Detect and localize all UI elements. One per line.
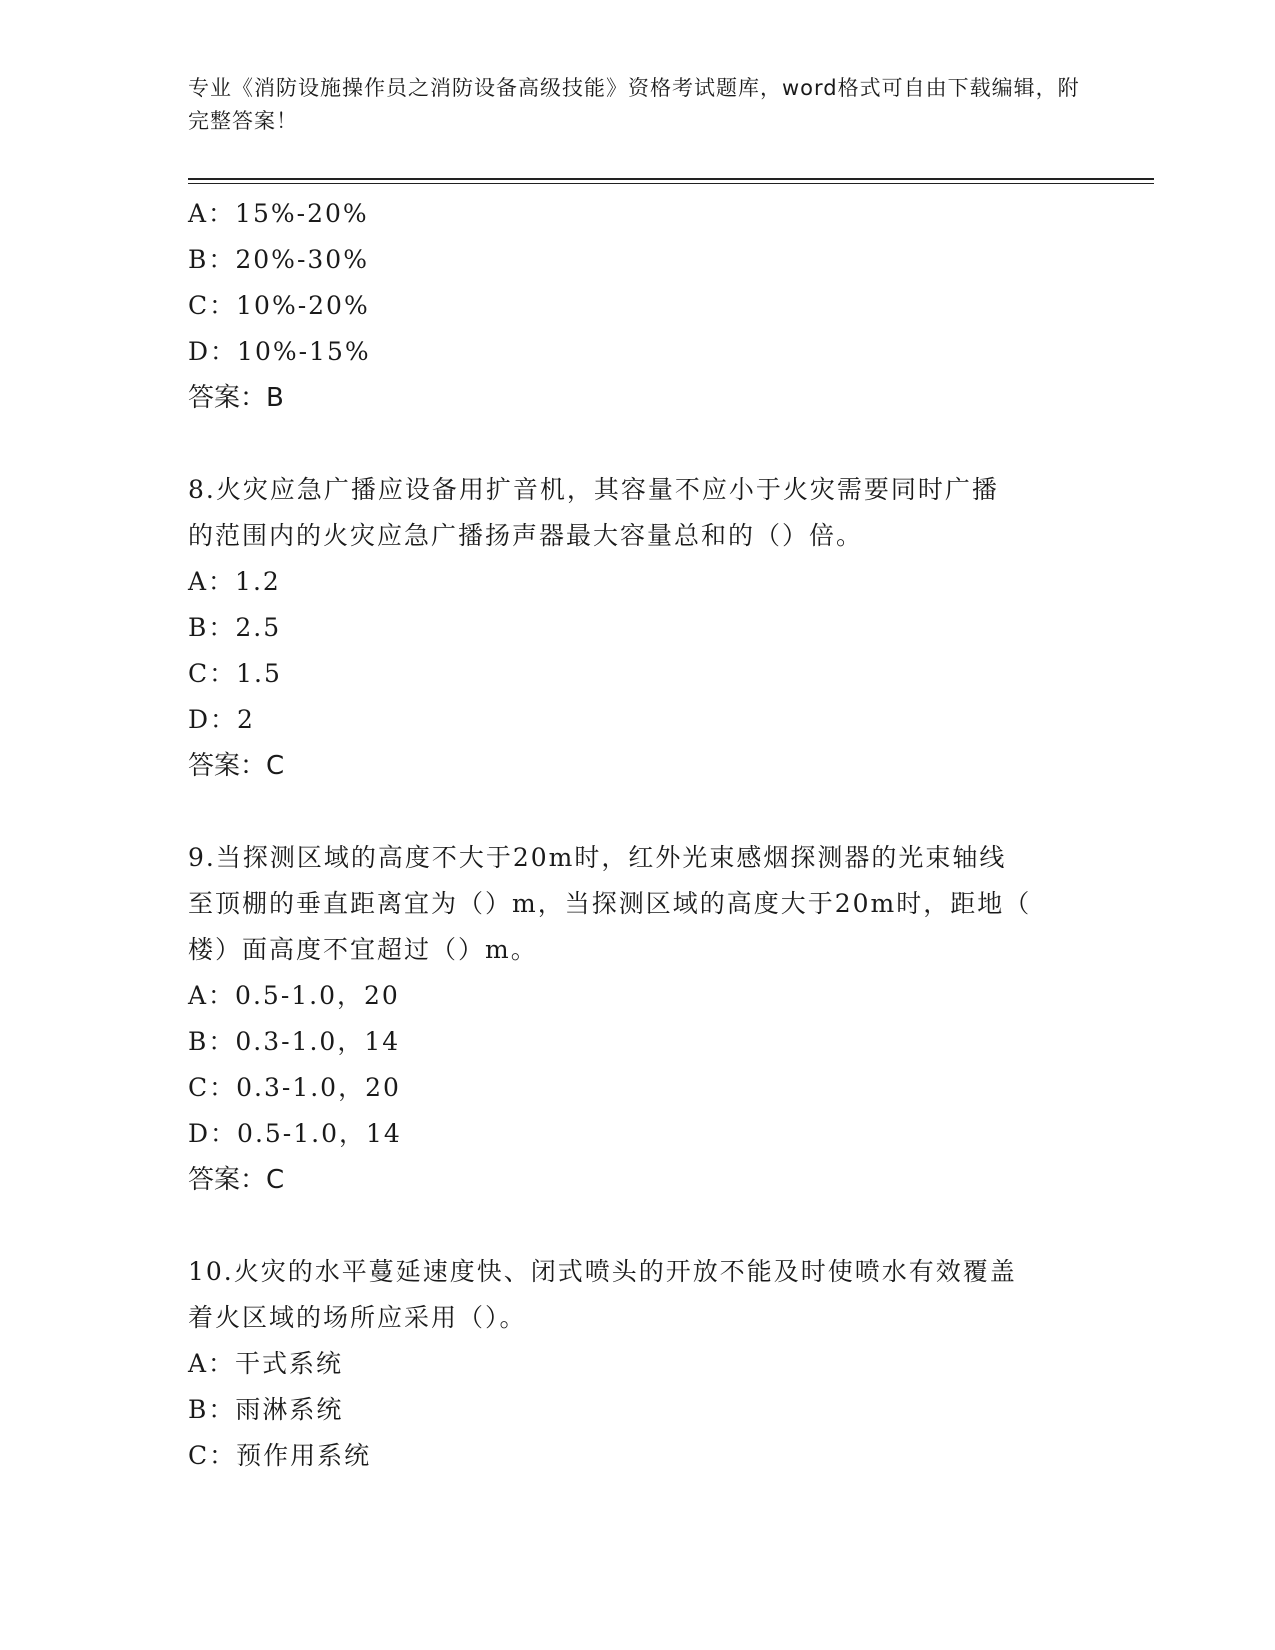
option-a: A：15%-20% <box>188 199 369 228</box>
option-a: A：1.2 <box>188 567 281 596</box>
question-7 <box>188 191 1088 421</box>
option-b: B：2.5 <box>188 613 282 642</box>
answer: 答案：B <box>188 383 284 413</box>
option-c: C：1.5 <box>188 659 282 688</box>
question-text: 着火区域的场所应采用（）。 <box>188 1303 527 1332</box>
option-b: B：0.3-1.0，14 <box>188 1027 401 1056</box>
option-a: A：0.5-1.0，20 <box>188 981 400 1010</box>
option-d: D：2 <box>188 705 255 734</box>
answer: 答案：C <box>188 751 285 781</box>
question-text: 至顶棚的垂直距离宜为（）m，当探测区域的高度大于20m时，距地（ <box>188 889 1032 918</box>
document-header: 专业《消防设施操作员之消防设备高级技能》资格考试题库，word格式可自由下载编辑，附完整答案！ <box>188 76 1080 133</box>
question-text: 9.当探测区域的高度不大于20m时，红外光束感烟探测器的光束轴线 <box>188 843 1007 872</box>
option-c: C：预作用系统 <box>188 1441 372 1470</box>
question-text: 8.火灾应急广播应设备用扩音机，其容量不应小于火灾需要同时广播 <box>188 475 999 504</box>
header-rule-thin <box>188 183 1154 184</box>
question-content <box>188 191 1088 1479</box>
option-c: C：0.3-1.0，20 <box>188 1073 401 1102</box>
option-a: A：干式系统 <box>188 1349 344 1378</box>
option-c: C：10%-20% <box>188 291 370 320</box>
option-d: D：10%-15% <box>188 337 371 366</box>
option-b: B：20%-30% <box>188 245 369 274</box>
header-rule-thick <box>188 178 1154 180</box>
question-9 <box>188 835 1088 1203</box>
option-b: B：雨淋系统 <box>188 1395 344 1424</box>
answer: 答案：C <box>188 1165 285 1195</box>
option-d: D：0.5-1.0，14 <box>188 1119 402 1148</box>
question-text: 10.火灾的水平蔓延速度快、闭式喷头的开放不能及时使喷水有效覆盖 <box>188 1257 1017 1286</box>
question-8 <box>188 467 1088 789</box>
question-text: 楼）面高度不宜超过（）m。 <box>188 935 538 964</box>
question-10 <box>188 1249 1088 1479</box>
question-text: 的范围内的火灾应急广播扬声器最大容量总和的（）倍。 <box>188 521 864 550</box>
